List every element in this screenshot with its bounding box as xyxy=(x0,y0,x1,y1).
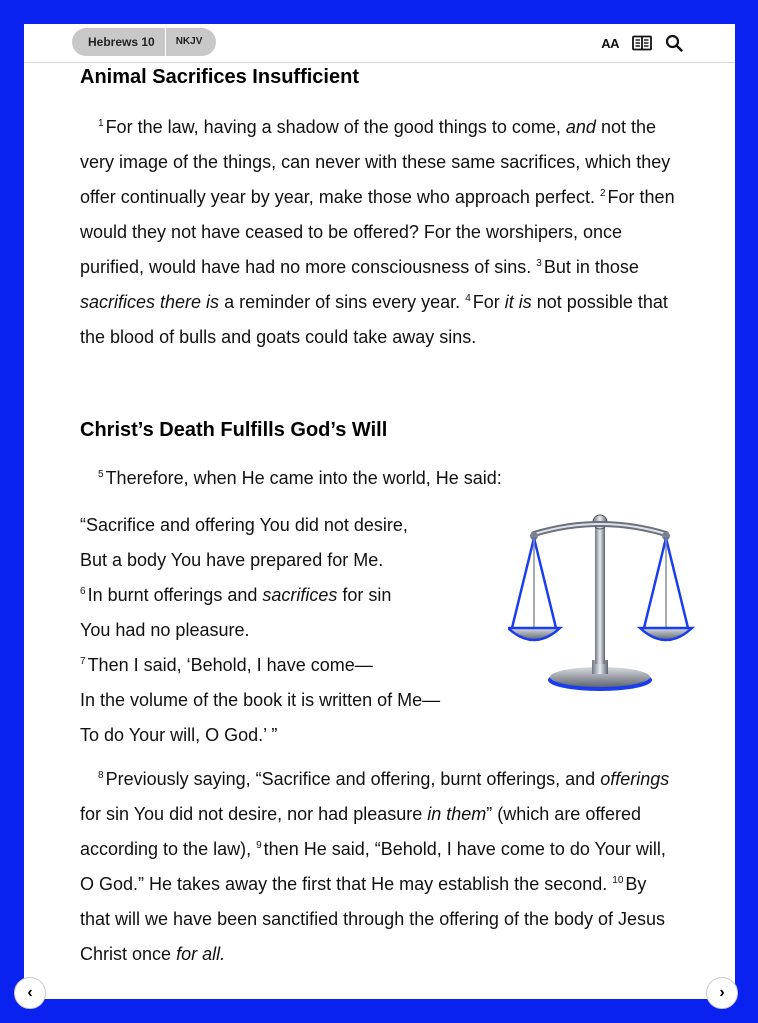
chapter-button[interactable]: Hebrews 10 xyxy=(72,28,166,56)
verse-text: Then I said, ‘Behold, I have come— xyxy=(87,655,373,675)
verse-text: Therefore, when He came into the world, He said: xyxy=(105,468,502,488)
verse-number: 4 xyxy=(465,293,471,304)
book-icon[interactable] xyxy=(632,33,652,53)
verse-number: 7 xyxy=(80,656,86,667)
paragraph xyxy=(80,461,680,496)
reader-page xyxy=(24,24,735,999)
verse-italic: in them xyxy=(427,804,487,824)
verse-text: For then would they not have ceased to be offered? For the worshipers, once purified, would have had no more consciousness of sins. xyxy=(80,187,675,277)
verse-italic: sacrifices xyxy=(262,585,338,605)
version-button[interactable]: NKJV xyxy=(175,36,203,47)
poem-line: You had no pleasure. xyxy=(80,620,250,640)
next-chapter-button[interactable]: › xyxy=(706,977,738,1009)
verse-number: 2 xyxy=(599,188,606,199)
section-heading: Christ’s Death Fulfills God’s Will xyxy=(80,419,388,441)
verse-text: not the very image of the things, can never with these same sacrifices, which they offer continually year by year, make those who approach perfect. xyxy=(80,117,671,207)
verse-number: 10 xyxy=(612,875,624,886)
poetry-block xyxy=(80,508,510,753)
verse-text: By that will we have been sanctified through the offering of the body of Jesus Christ once xyxy=(80,874,666,964)
paragraph xyxy=(80,762,680,972)
previous-chapter-button[interactable]: ‹ xyxy=(14,977,46,1009)
verse-text: then He said, “Behold, I have come to do Your will, O God.” He takes away the first that He may establish the second. xyxy=(80,839,666,894)
section-heading: Animal Sacrifices Insufficient xyxy=(80,66,359,88)
poem-line: “Sacrifice and offering You did not desire, xyxy=(80,515,408,535)
verse-italic: offerings xyxy=(600,769,670,789)
verse-number: 3 xyxy=(536,258,542,269)
verse-italic: for all. xyxy=(176,944,226,964)
poem-line: But a body You have prepared for Me. xyxy=(80,550,384,570)
verse-text: ” (which are offered according to the law), xyxy=(80,804,642,859)
verse-text: Previously saying, “Sacrifice and offering, burnt offerings, and xyxy=(105,769,596,789)
verse-italic: sacrifices there is xyxy=(80,292,220,312)
poem-line: In the volume of the book it is written of Me— xyxy=(80,690,441,710)
verse-number: 5 xyxy=(98,469,104,480)
verse-text: for sin You did not desire, nor had pleasure xyxy=(80,804,423,824)
verse-number: 9 xyxy=(256,840,262,851)
balance-scales-icon xyxy=(508,510,698,700)
poem-line xyxy=(80,648,510,683)
verse-text: a reminder of sins every year. xyxy=(224,292,461,312)
chapter-version-selector xyxy=(72,28,216,56)
verse-text: For xyxy=(472,292,500,312)
reader-toolbar xyxy=(24,24,735,63)
font-size-icon[interactable]: AA xyxy=(601,35,619,51)
toolbar-icons xyxy=(601,33,683,53)
poem-line: To do Your will, O God.’ ” xyxy=(80,725,278,745)
search-icon[interactable] xyxy=(665,33,683,53)
verse-italic: and xyxy=(565,117,596,137)
paragraph xyxy=(80,110,680,355)
verse-text: But in those xyxy=(543,257,639,277)
verse-text: In burnt offerings and xyxy=(87,585,258,605)
verse-number: 1 xyxy=(98,118,104,129)
verse-text: for sin xyxy=(342,585,392,605)
verse-text: not possible that the blood of bulls and goats could take away sins. xyxy=(80,292,668,347)
verse-number: 8 xyxy=(98,770,104,781)
verse-text: For the law, having a shadow of the good things to come, xyxy=(105,117,561,137)
verse-number: 6 xyxy=(80,586,86,597)
poem-line xyxy=(80,578,510,613)
verse-italic: it is xyxy=(504,292,532,312)
